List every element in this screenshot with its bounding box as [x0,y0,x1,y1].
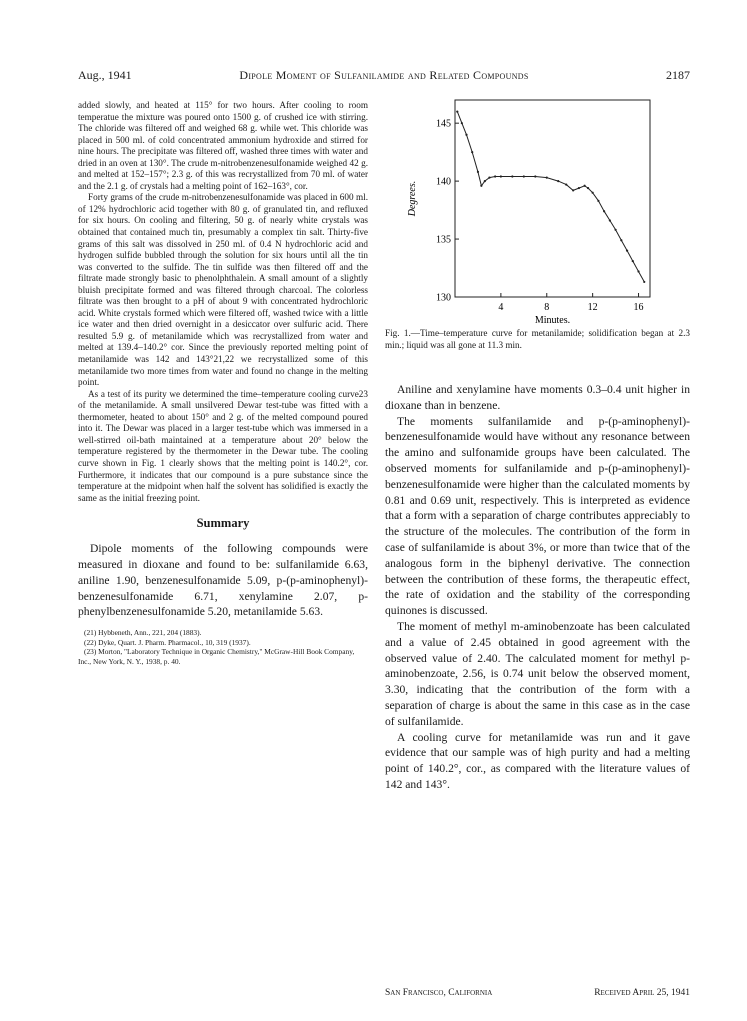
data-point [480,185,482,187]
cooling-curve-line [457,112,644,282]
footnotes [78,628,368,666]
data-point [534,175,536,177]
data-point [578,187,580,189]
data-point [584,185,586,187]
y-tick-label: 135 [436,234,451,246]
footnote: (23) Morton, "Laboratory Technique in Organic Chemistry," McGraw-Hill Book Company, Inc., New York, N. Y., 1938, p. 40. [78,647,355,666]
body-paragraph: Forty grams of the crude m-nitrobenzenesulfonamide was placed in 600 ml. of 12% hydrochloric acid together with 80 g. of granulated tin, and refluxed for six hours. On cooling and filtering, 50 g. of nearly white crystals was obtained that contained much tin, presumably a complex tin salt. Thirty-five grams of this salt was dissolved in 250 ml. of 0.4 N hydrochloric acid and hydrogen sulfide bubbled through the solution for six hours until all the tin was converted to the sulfide. The tin sulfide was then filtered off and the filtrate made strongly basic to phenolphthalein. A small amount of a slightly bluish precipitate formed and was filtered through charcoal. The colorless filtrate was then brought to a pH of about 9 with concentrated hydrochloric acid. White crystals formed which were filtered off, washed twice with a little ice water and then dried overnight in a desiccator over sulfuric acid. There resulted 5.9 g. of metanilamide which was recrystallized from water and melted at 139.4–140.2° cor. Since the previously reported melting point of metanilamide was 142 and 143°21,22 we recrystallized some of this metanilamide two more times from water and found no change in the melting point. [78,192,368,388]
body-paragraph: A cooling curve for metanilamide was run and it gave evidence that our sample was of high purity and had a melting point of 140.2°, cor., as compared with the literature values of 142 and 143°. [385,730,690,791]
footnote: (22) Dyke, Quart. J. Pharm. Pharmacol., 10, 319 (1937). [84,637,251,647]
page-number: 2187 [666,68,690,82]
body-paragraph: As a test of its purity we determined the time–temperature cooling curve23 of the metanilamide. A small unsilvered Dewar test-tube was fitted with a thermometer, heated to about 150° and 2 g. of the melted compound poured into it. The Dewar was placed in a larger test-tube which was immersed in a well-stirred oil-bath maintained at a temperature about 20° below the temperature registered by the thermometer in the Dewar tube. The cooling curve shown in Fig. 1 clearly shows that the melting point is 140.2°, cor. Furthermore, it indicates that our compound is a pure substance since the temperature at the midpoint when half the solvent has solidified is exactly the same as the initial freezing point. [78,388,368,503]
x-axis-label: Minutes. [534,315,571,326]
data-point [637,270,639,272]
data-point [461,122,463,124]
data-point [626,250,628,252]
experimental-text [78,100,368,504]
data-point [465,134,467,136]
data-point [592,192,594,194]
data-point [511,175,513,177]
x-tick-label: 16 [633,302,644,313]
data-point [471,151,473,153]
cooling-curve-chart [385,92,690,327]
data-point [546,177,548,179]
cooling-curve-figure [385,92,690,342]
data-point [587,187,589,189]
data-point [477,171,479,173]
data-point [597,200,599,202]
issue-date: Aug., 1941 [78,68,132,82]
data-point [614,229,616,231]
data-point [643,281,645,283]
right-column [385,382,690,793]
x-tick-label: 12 [587,302,598,313]
body-paragraph: Aniline and xenylamine have moments 0.3–0.4 unit higher in dioxane than in benzene. [385,383,690,412]
data-point [557,180,559,182]
body-paragraph: The moment of methyl m-aminobenzoate has been calculated and a value of 2.45 obtained in good agreement with the observed value of 2.40. The calculated moment for methyl p-aminobenzoate, 2.56, is 0.74 unit below the observed moment, 3.30, indicating that the contribution of the form with a separation of charge is about the same in this case as in the case of sulfanilamide. [385,619,690,728]
figure-caption: Fig. 1.—Time–temperature curve for metanilamide; solidification began at 2.3 min.; liquid was all gone at 11.3 min. [385,328,690,350]
plot-frame [455,100,650,297]
data-point [572,189,574,191]
received-date: Received April 25, 1941 [594,988,690,998]
y-tick-label: 145 [436,118,451,130]
y-tick-label: 140 [436,176,451,188]
data-point [456,110,458,112]
data-point [620,239,622,241]
y-tick-label: 130 [436,292,451,304]
body-paragraph: added slowly, and heated at 115° for two hours. After cooling to room temperatue the mixture was poured onto 1500 g. of crushed ice with stirring. The chloride was filtered off and weighed 68 g. while wet. This chloride was placed in 500 ml. of cold concentrated ammonium hydroxide and stirred for nine hours. The precipitate was filtered off, washed three times with water and dried in an oven at 130°. The crude m-nitrobenzenesulfonamide weighed 42 g. and melted at 152–157°; 2.3 g. of this was recrystallized from 70 ml. of water and the 2.1 g. of crystals had a melting point of 162–163°, cor. [78,100,368,191]
running-title: Dipole Moment of Sulfanilamide and Related Compounds [239,68,529,82]
data-point [523,175,525,177]
summary-paragraph: Dipole moments of the following compounds were measured in dioxane and found to be: sulfanilamide 6.63, aniline 1.90, benzenesulfonamide 5.09, p-(p-aminophenyl)-benzenesulfonamide 6.71, xenylamine 2.07, p-phenylbenzenesulfonamide 5.20, metanilamide 5.63. [78,542,368,619]
body-paragraph: The moments sulfanilamide and p-(p-aminophenyl)-benzenesulfonamide would have without any resonance between the amino and sulfonamide groups have been calculated. The observed moments for sulfanilamide and p-(p-aminophenyl)-benzenesulfonamide were higher than the calculated moments by 0.81 and 0.69 unit, respectively. This is interpreted as evidence that a form with a separation of charge contributes appreciably to the structure of the molecules. The contribution of the form in case of sulfanilamide is about 3%, or more than twice that of the analogous form in the biphenyl derivative. The connection between the contribution of these forms, the therapeutic effect, the rate of oxidation and the stability of the corresponding quinones is discussed. [385,414,690,618]
y-axis-label: Degrees. [407,180,418,217]
data-point [609,219,611,221]
x-tick-label: 4 [498,302,504,313]
author-location: San Francisco, California [385,988,493,998]
summary-heading: Summary [196,516,250,531]
running-header [78,68,690,84]
data-point [484,180,486,182]
data-point [603,210,605,212]
x-tick-label: 8 [544,302,550,313]
data-point [632,260,634,262]
left-column [78,100,368,666]
data-point [500,175,502,177]
footnote: (21) Hybbeneth, Ann., 221, 204 (1883). [84,628,202,638]
data-point [488,177,490,179]
data-point [565,183,567,185]
data-point [494,175,496,177]
